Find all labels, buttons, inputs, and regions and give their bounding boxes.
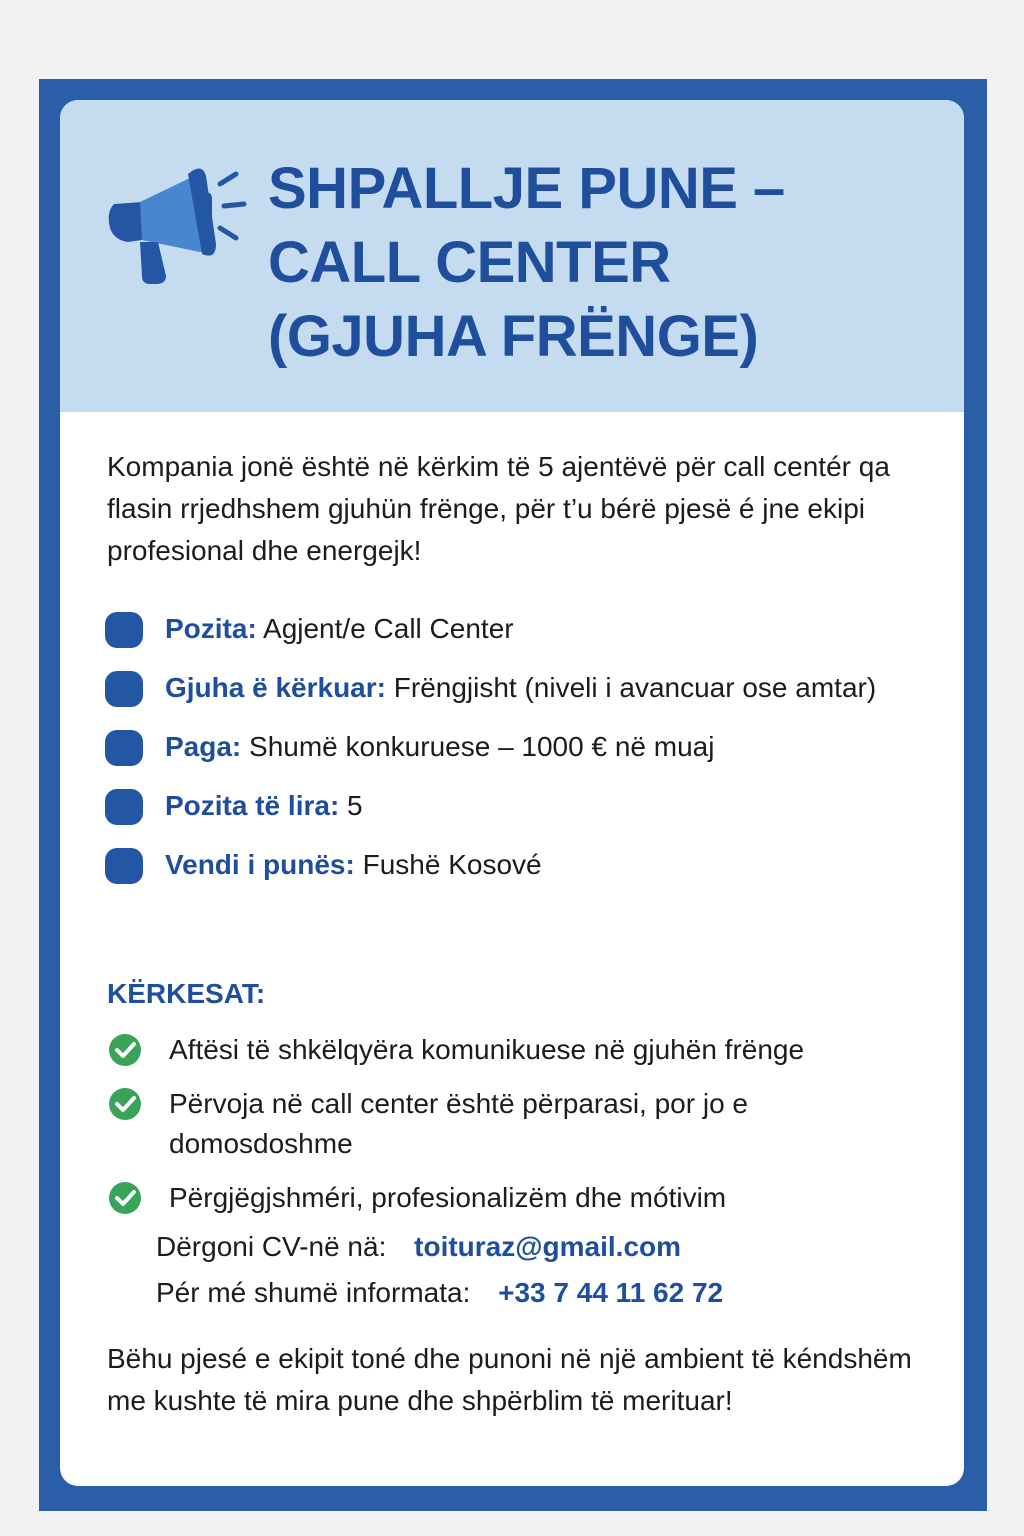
fact-value: Shumë konkuruese – 1000 € në muaj — [241, 731, 715, 762]
checkmark-icon — [107, 1032, 143, 1068]
fact-label: Gjuha ë kërkuar: — [165, 672, 386, 703]
checkmark-icon — [107, 1180, 143, 1216]
contact-row-email — [156, 1224, 723, 1270]
fact-label: Pozita të lira: — [165, 790, 340, 821]
requirement-item — [107, 1178, 927, 1218]
requirements-list — [107, 1030, 927, 1232]
requirements-heading: KËRKESAT: — [107, 978, 266, 1009]
phone-link[interactable]: +33 7 44 11 62 72 — [498, 1277, 724, 1308]
job-facts-list — [105, 608, 925, 903]
fact-label: Pozita: — [165, 613, 257, 644]
fact-value: Frëngjisht (niveli i avancuar ose amtar) — [385, 672, 877, 703]
fact-label: Paga: — [165, 731, 242, 762]
fact-value: Agjent/e Call Center — [256, 613, 514, 644]
requirement-text: Përgjëgjshméri, profesionalizëm dhe mótivim — [169, 1182, 727, 1213]
fact-item-language — [105, 667, 925, 709]
fact-value: 5 — [339, 790, 363, 821]
header-banner — [60, 100, 964, 412]
fact-value: Fushë Kosové — [354, 849, 542, 880]
bullet-dot-icon — [105, 730, 143, 766]
fact-item-position — [105, 608, 925, 650]
info-label: Pér mé shumë informata: — [156, 1277, 471, 1308]
closing-paragraph: Bëhu pjesé e ekipit toné dhe punoni në një ambient të kéndshëm me kushte të mira pune dhe shpërblim të merituar! — [107, 1343, 912, 1416]
fact-item-salary — [105, 726, 925, 768]
contact-row-phone — [156, 1270, 723, 1316]
title-line: (GJUHA FRËNGE) — [268, 304, 759, 369]
intro-paragraph: Kompania jonë është në kërkim të 5 ajentëvë për call centér qa flasin rrjedhshem gjuhün frënge, për t’u bérë pjesë é jne ekipi profesional dhe energejk! — [107, 451, 890, 566]
fact-item-openings — [105, 785, 925, 827]
cv-label: Dërgoni CV-në nä: — [156, 1231, 387, 1262]
title-line: CALL CENTER — [268, 230, 671, 295]
bullet-dot-icon — [105, 789, 143, 825]
bullet-dot-icon — [105, 848, 143, 884]
requirement-item — [107, 1030, 927, 1070]
requirement-text: Aftësi të shkëlqyëra komunikuese në gjuhën frënge — [169, 1034, 805, 1065]
bullet-dot-icon — [105, 612, 143, 648]
requirement-item — [107, 1084, 927, 1164]
fact-label: Vendi i punës: — [165, 849, 355, 880]
email-link[interactable]: toituraz@gmail.com — [414, 1231, 682, 1262]
bullet-dot-icon — [105, 671, 143, 707]
title-line: SHPALLJE PUNE – — [268, 156, 785, 221]
checkmark-icon — [107, 1086, 143, 1122]
contact-block — [156, 1224, 723, 1316]
fact-item-location — [105, 844, 925, 886]
poster-frame — [39, 79, 987, 1511]
requirement-text: Përvoja në call center është përparasi, por jo e domosdoshme — [169, 1088, 748, 1159]
poster-card — [60, 100, 964, 1486]
megaphone-icon — [102, 152, 252, 292]
page-title — [268, 152, 948, 374]
